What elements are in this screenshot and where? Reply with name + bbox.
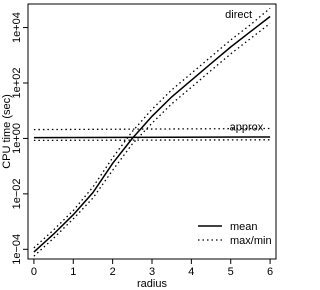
y-tick-label-2: 1e+02 [11,67,23,99]
series-line-approx-min [34,140,270,141]
x-tick-label-2: 2 [109,266,116,278]
y-tick-label--2: 1e−02 [11,178,23,210]
series-label-layer [225,9,264,134]
x-tick-label-5: 5 [227,266,234,278]
x-tick-label-3: 3 [148,266,156,278]
series-line-approx-mean [34,137,270,138]
series-label-approx: approx [229,121,264,134]
y-axis-title: CPU time (sec) [1,94,13,169]
y-tick-label--4: 1e−04 [11,233,23,265]
y-tick-label-4: 1e+04 [11,12,23,44]
y-axis [11,12,28,265]
legend-label-dotted: max/min [230,235,272,247]
x-tick-label-6: 6 [267,266,274,278]
series-line-direct-mean [34,17,270,253]
legend [198,221,272,247]
x-tick-label-4: 4 [188,266,195,278]
x-tick-label-0: 0 [30,266,37,278]
legend-label-solid: mean [230,221,258,233]
x-axis-title: radius [137,278,167,290]
series-label-direct: direct [225,8,253,21]
x-tick-label-1: 1 [70,266,77,278]
y-tick-label-0: 1e+00 [11,122,23,154]
x-axis [31,259,273,278]
